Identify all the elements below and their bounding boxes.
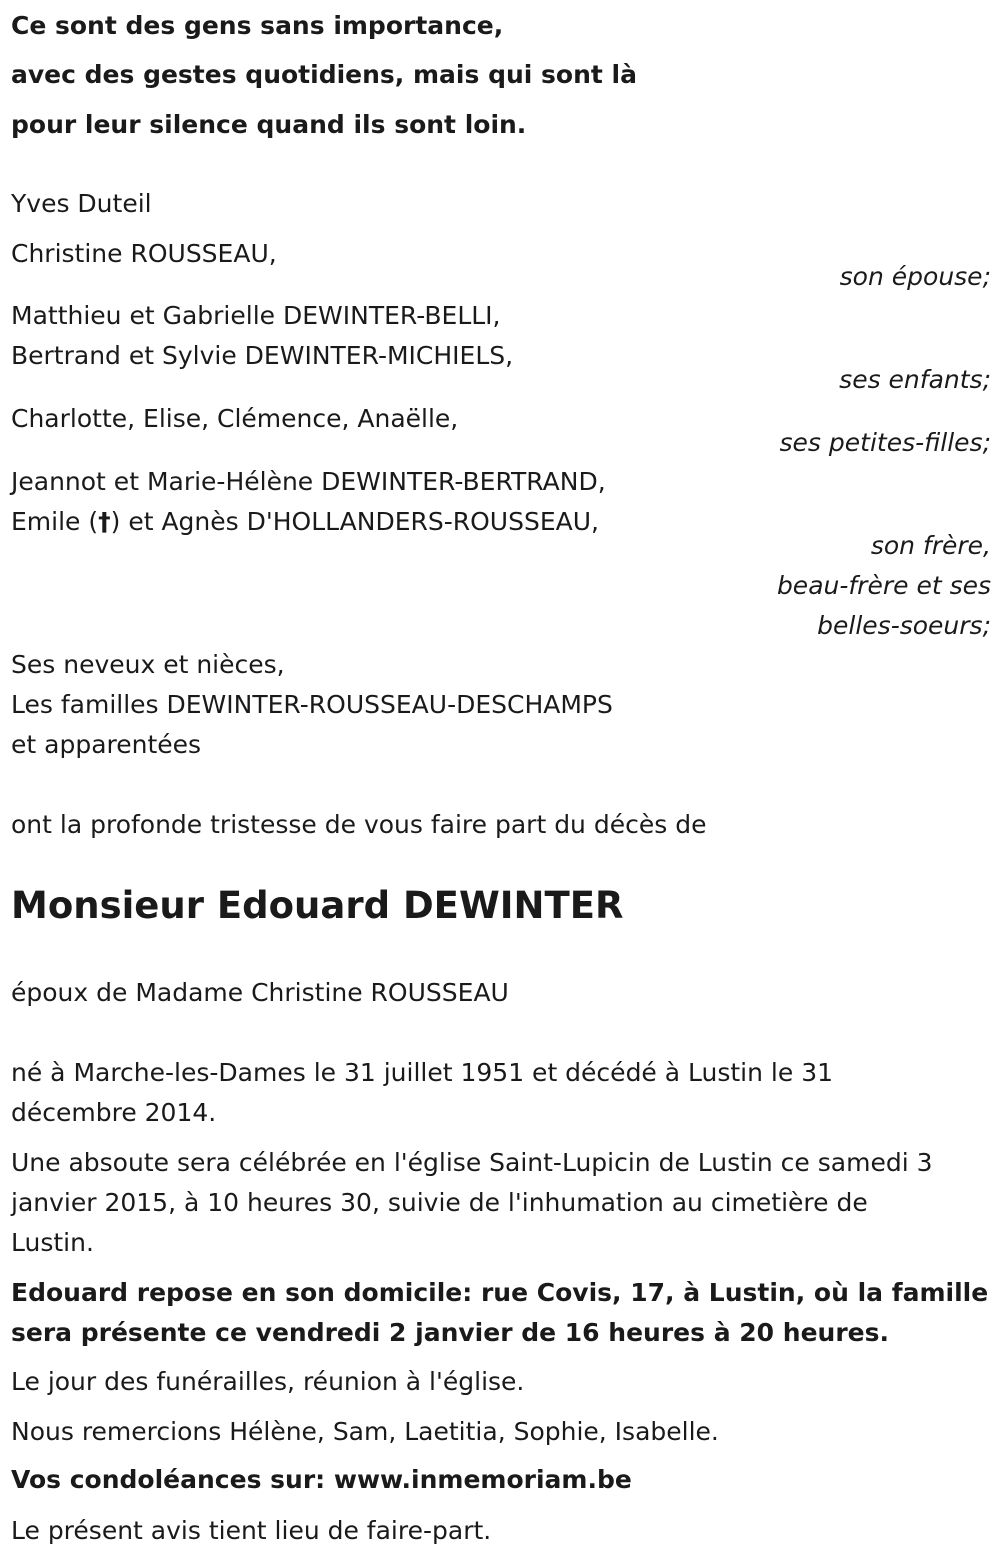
ceremony-line-1: Une absoute sera célébrée en l'église Saint-Lupicin de Lustin ce samedi 3 <box>11 1148 933 1177</box>
poem-line-3: pour leur silence quand ils sont loin. <box>11 110 527 139</box>
wife-role: son épouse; <box>839 262 991 291</box>
ceremony-line-3: Lustin. <box>11 1228 94 1257</box>
sibling-1: Jeannot et Marie-Hélène DEWINTER-BERTRAND, <box>11 467 606 496</box>
granddaughters-role: ses petites-filles; <box>779 428 991 457</box>
child-1: Matthieu et Gabrielle DEWINTER-BELLI, <box>11 301 501 330</box>
deceased-spouse: époux de Madame Christine ROUSSEAU <box>11 978 509 1007</box>
poem-author: Yves Duteil <box>11 189 152 218</box>
siblings-role-1: son frère, <box>870 531 991 560</box>
meeting-note: Le jour des funérailles, réunion à l'église. <box>11 1367 525 1396</box>
birth-line-1: né à Marche-les-Dames le 31 juillet 1951 et décédé à Lustin le 31 <box>11 1058 834 1087</box>
siblings-role-3: belles-soeurs; <box>817 611 991 640</box>
families: Les familles DEWINTER-ROUSSEAU-DESCHAMPS <box>11 690 613 719</box>
granddaughters: Charlotte, Elise, Clémence, Anaëlle, <box>11 404 459 433</box>
rest-line-1: Edouard repose en son domicile: rue Covis, 17, à Lustin, où la famille <box>11 1278 989 1307</box>
notice-note: Le présent avis tient lieu de faire-part. <box>11 1516 492 1545</box>
poem-line-2: avec des gestes quotidiens, mais qui sont là <box>11 60 637 89</box>
deceased-name: Monsieur Edouard DEWINTER <box>11 884 624 927</box>
cross-icon: † <box>98 507 111 536</box>
rest-line-2: sera présente ce vendredi 2 janvier de 16 heures à 20 heures. <box>11 1318 889 1347</box>
siblings-role-2: beau-frère et ses <box>776 571 991 600</box>
sibling-2 <box>11 507 599 537</box>
sibling-2-after: ) et Agnès D'HOLLANDERS-ROUSSEAU, <box>110 507 599 536</box>
thanks-note: Nous remercions Hélène, Sam, Laetitia, Sophie, Isabelle. <box>11 1417 719 1446</box>
poem-line-1: Ce sont des gens sans importance, <box>11 11 504 40</box>
birth-line-2: décembre 2014. <box>11 1098 217 1127</box>
sibling-2-before: Emile ( <box>11 507 99 536</box>
condolences-note: Vos condoléances sur: www.inmemoriam.be <box>11 1465 632 1494</box>
wife-name: Christine ROUSSEAU, <box>11 239 277 268</box>
ceremony-line-2: janvier 2015, à 10 heures 30, suivie de l'inhumation au cimetière de <box>11 1188 868 1217</box>
child-2: Bertrand et Sylvie DEWINTER-MICHIELS, <box>11 341 514 370</box>
related: et apparentées <box>11 730 202 759</box>
nephews: Ses neveux et nièces, <box>11 650 285 679</box>
announcement: ont la profonde tristesse de vous faire part du décès de <box>11 810 707 839</box>
children-role: ses enfants; <box>839 365 991 394</box>
